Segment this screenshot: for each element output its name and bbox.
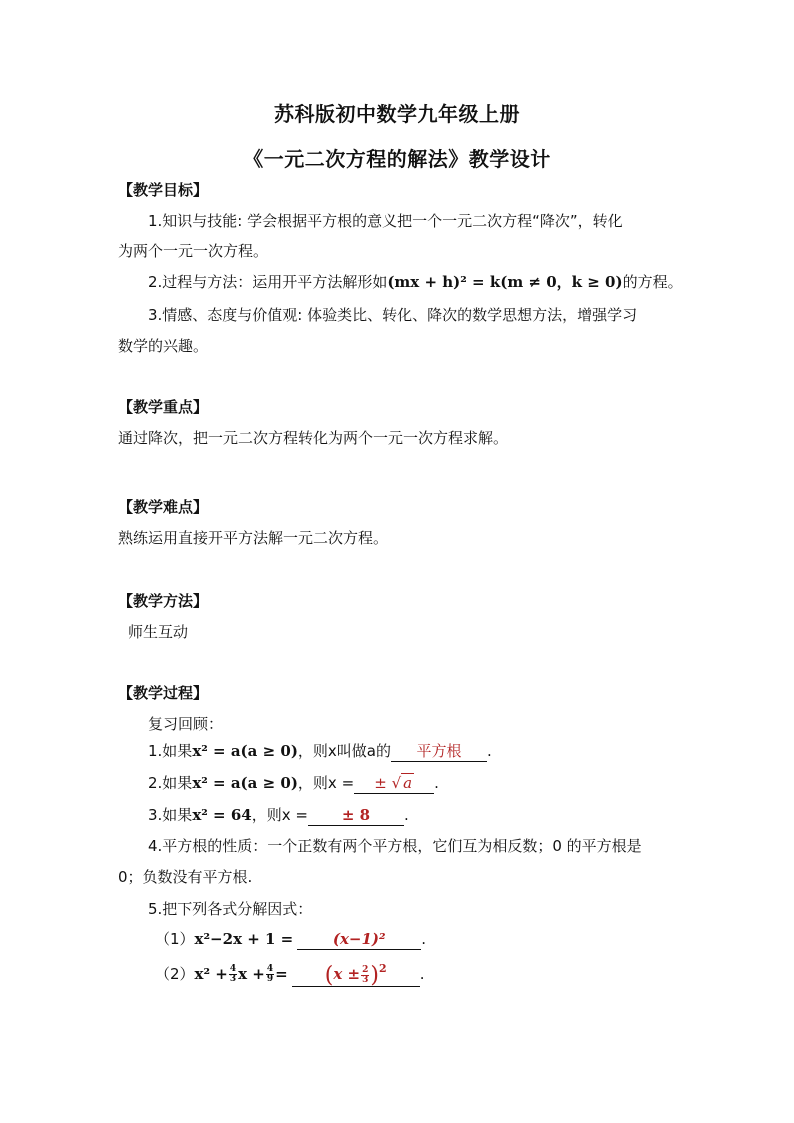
q1-prefix: 1.如果 (148, 742, 193, 760)
f2-frac-1-num: 4 (229, 964, 237, 974)
q1-answer: 平方根 (416, 742, 462, 760)
q2-sqrt: √ a (391, 774, 413, 792)
q2-end: . (434, 774, 439, 792)
f2-answer-exp: 2 (378, 962, 387, 975)
q2-answer-radicand: a (403, 774, 413, 792)
f1-answer-blank (297, 929, 421, 950)
f2-answer (324, 962, 387, 988)
f2-label: （2） (155, 965, 195, 983)
review-q4: 4.平方根的性质：一个正数有两个平方根，它们互为相反数；0 的平方根是 (148, 837, 642, 855)
objective-2-text: 2.过程与方法：运用开平方法解形如 (148, 273, 388, 291)
key-point-text: 通过降次，把一元二次方程转化为两个一元一次方程求解。 (118, 429, 509, 447)
f2-answer-blank (292, 964, 420, 987)
q1-formula: x² = a(a ≥ 0) (192, 742, 298, 760)
review-q2 (148, 773, 439, 794)
f2-frac-2-num: 4 (266, 964, 274, 974)
objective-1: 1.知识与技能: 学会根据平方根的意义把一个一元二次方程“降次”，转化 (148, 212, 623, 230)
f2-answer-frac-num: 2 (362, 964, 369, 975)
f2-frac-2 (266, 965, 274, 984)
f1-end: . (421, 930, 427, 948)
f2-answer-rparen: ) (370, 963, 379, 988)
f2-eq: = (275, 965, 288, 983)
q3-prefix: 3.如果 (148, 806, 193, 824)
f2-mid: x + (238, 965, 265, 983)
f2-answer-frac-den: 3 (362, 974, 369, 985)
difficulty-heading: 【教学难点】 (118, 498, 209, 516)
f2-frac-1-den: 3 (229, 974, 237, 984)
f2-x2: x² + (194, 965, 228, 983)
q3-end: . (403, 806, 409, 824)
f2-end: . (419, 965, 425, 983)
q2-answer-blank (354, 773, 434, 794)
review-q5: 5.把下列各式分解因式： (148, 900, 313, 918)
f1-label: （1） (155, 930, 195, 948)
f1-formula: x²−2x + 1 = (194, 930, 294, 948)
q1-mid: ，则x叫做a的 (297, 742, 391, 760)
doc-title: 苏科版初中数学九年级上册 (274, 102, 520, 126)
process-heading: 【教学过程】 (118, 684, 209, 702)
objective-3-cont: 数学的兴趣。 (118, 337, 209, 355)
objective-2-tail: 的方程。 (622, 273, 683, 291)
objective-1-cont: 为两个一元一次方程。 (118, 242, 269, 260)
q2-mid: ，则x = (297, 774, 355, 792)
f2-frac-2-den: 9 (266, 974, 274, 984)
method-heading: 【教学方法】 (118, 592, 209, 610)
review-q1 (148, 741, 492, 762)
q3-answer: ± 8 (341, 806, 371, 824)
key-point-heading: 【教学重点】 (118, 398, 209, 416)
objective-2 (148, 272, 683, 292)
q3-mid: ，则x = (251, 806, 308, 824)
q3-answer-blank (308, 805, 404, 826)
method-text: 师生互动 (128, 623, 189, 641)
q1-answer-blank (391, 741, 487, 762)
q2-prefix: 2.如果 (148, 774, 193, 792)
f1-answer: (x−1)² (332, 930, 386, 948)
q2-formula: x² = a(a ≥ 0) (192, 774, 298, 792)
difficulty-text: 熟练运用直接开平方法解一元二次方程。 (118, 529, 389, 547)
f2-answer-frac (361, 966, 369, 985)
review-q4-cont: 0；负数没有平方根. (118, 868, 253, 886)
q2-answer-sign: ± (374, 774, 387, 792)
f2-answer-lparen: ( (324, 963, 334, 988)
f2-frac-1 (229, 965, 237, 984)
f2-answer-x: x ± (333, 965, 361, 983)
objective-3: 3.情感、态度与价值观: 体验类比、转化、降次的数学思想方法，增强学习 (148, 306, 638, 324)
doc-subtitle: 《一元二次方程的解法》教学设计 (243, 147, 551, 171)
objective-2-formula: (mx + h)² = k(m ≠ 0，k ≥ 0) (387, 273, 623, 291)
objectives-heading: 【教学目标】 (118, 181, 209, 199)
factor-2 (155, 964, 424, 987)
factor-1 (155, 929, 426, 950)
q3-formula: x² = 64 (192, 806, 252, 824)
review-label: 复习回顾： (148, 715, 224, 733)
q1-end: . (487, 742, 492, 760)
review-q3 (148, 805, 409, 826)
